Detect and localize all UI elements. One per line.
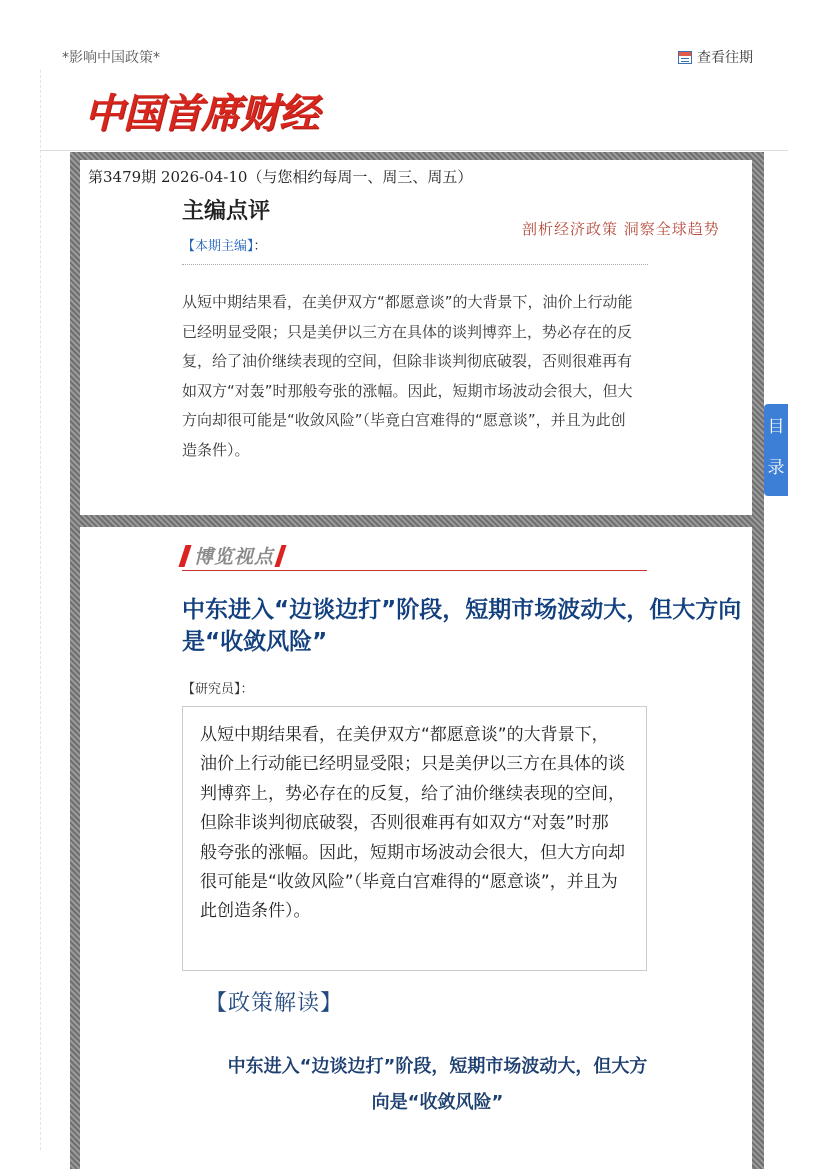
toc-tab[interactable] (764, 404, 788, 496)
logo[interactable]: 中国首席财经 (84, 91, 318, 137)
header-divider (40, 150, 788, 151)
quote-box (182, 706, 647, 971)
editor-comment: 从短中期结果看，在美伊双方“都愿意谈”的大背景下，油价上行动能已经明显受限；只是美伊以三方在具体的谈判博弈上，势必存在的反复，给了油价继续表现的空间，但除非谈判彻底破裂，否则很难再有如双方“对轰”时那般夸张的涨幅。因此，短期市场波动会很大，但大方向却很可能是“收敛风险”（毕竟白宫难得的“愿意谈”，并且为此创造条件）。 (182, 293, 633, 459)
editor-label-colon: ： (253, 239, 267, 254)
section-label: 博览视点 (194, 546, 275, 568)
issue-line: 第3479期 2026-04-10（与您相约每周一、周三、周五） (88, 168, 473, 186)
section-header (182, 542, 283, 569)
dotted-divider (182, 264, 648, 265)
slogan: 剖析经济政策 洞察全球趋势 (522, 220, 720, 238)
history-link[interactable] (678, 47, 753, 67)
section-divider (182, 570, 647, 571)
editor-heading: 主编点评 (182, 199, 271, 224)
editor-label-text: 【本期主编】 (182, 239, 254, 254)
page-divider (40, 70, 42, 1150)
researcher-label: 【研究员】： (182, 682, 254, 697)
policy-title: 中东进入“边谈边打”阶段，短期市场波动大，但大方向是“收敛风险” (227, 1056, 648, 1113)
article-title[interactable]: 中东进入“边谈边打”阶段，短期市场波动大，但大方向是“收敛风险” (182, 597, 742, 655)
toc-tab-char: 目 (767, 417, 785, 437)
quote-text: 从短中期结果看，在美伊双方“都愿意谈”的大背景下，油价上行动能已经明显受限；只是美伊以三方在具体的谈判博弈上，势必存在的反复，给了油价继续表现的空间，但除非谈判彻底破裂，否则很难再有如双方“对轰”时那般夸张的涨幅。因此，短期市场波动会很大，但大方向却很可能是“收敛风险”（毕竟白宫难得的“愿意谈”，并且为此创造条件）。 (200, 725, 625, 922)
tagline: *影响中国政策* (62, 50, 160, 66)
editor-label (182, 235, 267, 254)
history-link-label: 查看往期 (697, 50, 753, 66)
policy-label: 【政策解读】 (205, 991, 344, 1016)
calendar-icon (678, 51, 692, 64)
toc-tab-char: 录 (767, 458, 785, 478)
